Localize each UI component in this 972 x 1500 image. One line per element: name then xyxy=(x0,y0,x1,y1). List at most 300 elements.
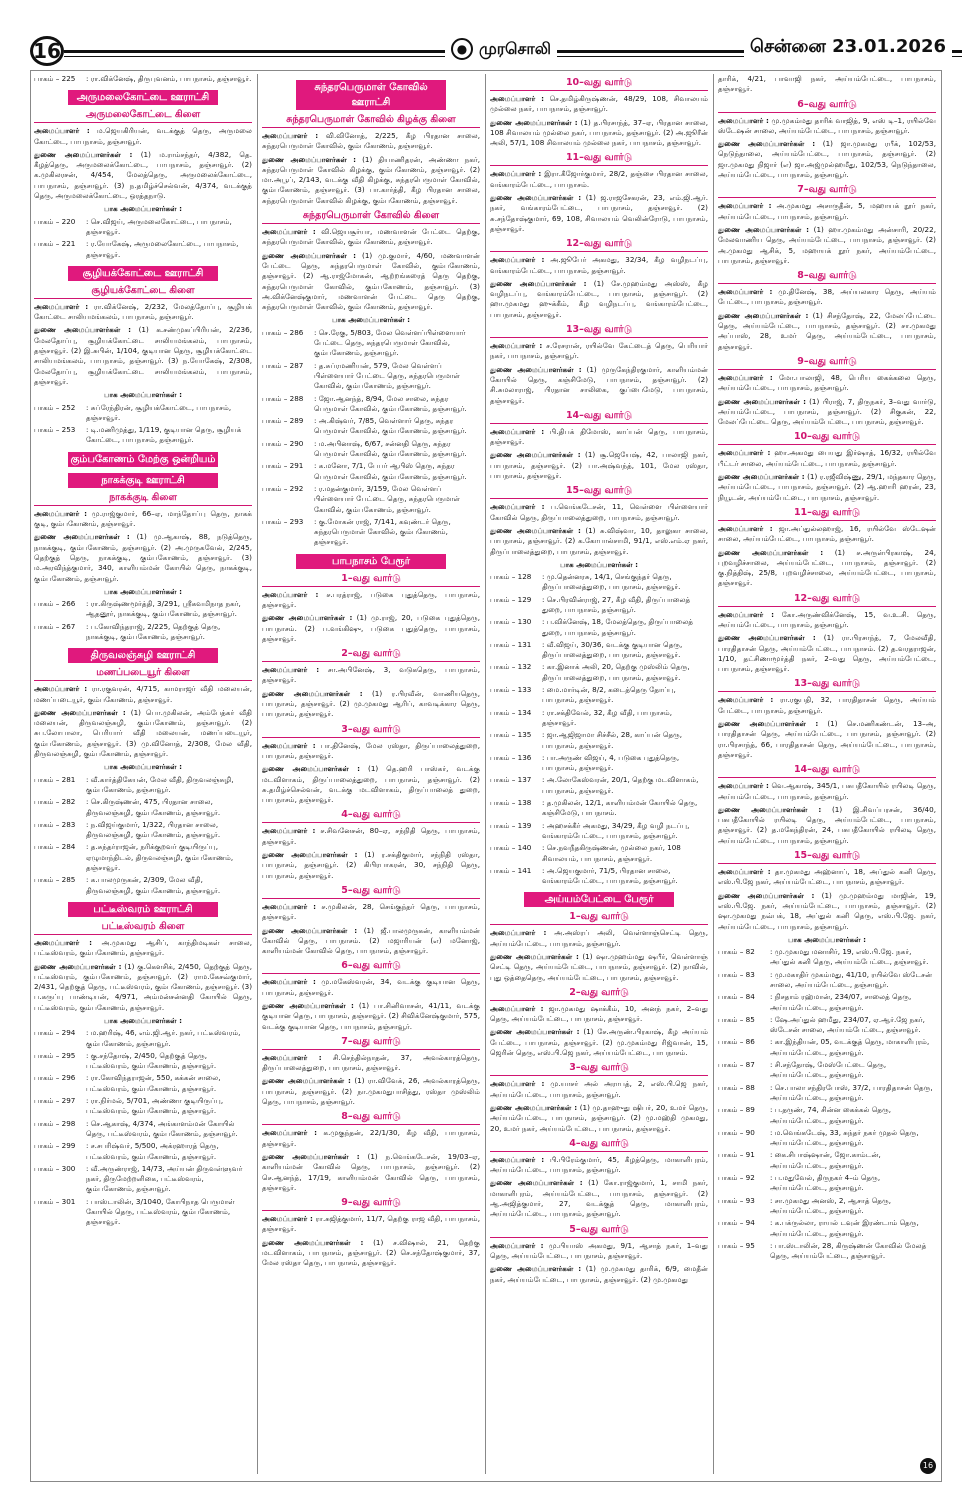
entry-paragraph xyxy=(490,118,708,149)
booth-number: பாகம் – 267 xyxy=(34,621,76,631)
entry-role: துணை அமைப்பாளர்கள் : xyxy=(490,1178,583,1188)
entry-text: வெ.ஆகாஷ், 345/1, பசுபதீகோயில் ரயிலடி தெரு, அய்யம்பேட்டை, பாபநாசம், தஞ்சாவூர். xyxy=(718,781,936,801)
section-subheading: 3–வது வார்டு xyxy=(490,1061,708,1076)
list-item xyxy=(718,1083,936,1104)
entry-role: அமைப்பாளர் : xyxy=(490,1079,545,1089)
entry-paragraph xyxy=(262,1152,480,1193)
booth-number: பாகம் – 301 xyxy=(34,1196,76,1206)
entry-paragraph xyxy=(262,665,480,686)
list-item xyxy=(718,970,936,991)
entry-text: மு.ராஜ்குமார், 66–ஏ, மாந்தோப்பு தெரு, நாகக் குடி, கும்பகோணம், தஞ்சாவூர். xyxy=(34,508,252,529)
entry-role: துணை அமைப்பாளர்கள் : xyxy=(490,1264,582,1274)
entry-paragraph xyxy=(490,952,708,983)
list-item xyxy=(490,775,708,796)
section-banner: பாபநாசம் பேரூர் xyxy=(296,554,446,569)
entry-role: துணை அமைப்பாளர்கள் : xyxy=(262,688,363,698)
section-subheading: 10–வது வார்டு xyxy=(490,76,708,91)
booth-detail: : அ.ஜெயகுமார், 71/5, பிரதான சாலை, வங்காரம்பேட்டை, பாபநாசம், தஞ்சாவூர். xyxy=(542,865,678,886)
entry-text: ரா.சுஜித்குமார், 11/7, தெற்கு ராஜ வீதி, பாபநாசம், தஞ்சாவூர். xyxy=(262,1214,480,1234)
entry-paragraph xyxy=(34,509,252,530)
entry-role: துணை அமைப்பாளர்கள் : xyxy=(34,325,131,335)
booth-detail: : செ.விஜய், அருமலைகோட்டை, பாபநாசம், தஞ்சாவூர். xyxy=(86,216,232,236)
booth-number: பாகம் – 88 xyxy=(718,1082,755,1092)
section-subheading: 15–வது வார்டு xyxy=(718,849,936,864)
entry-paragraph xyxy=(490,526,708,557)
entry-paragraph xyxy=(490,928,708,949)
booth-detail: : கா.இந்தியன், 05, வடக்குத் தெரு, மாகாளிபுரம், அய்யம்பேட்டை, தஞ்சாவூர். xyxy=(770,1037,930,1057)
booth-number: பாகம் – 132 xyxy=(490,662,532,672)
section-subheading: நாகக்குடி கிளை xyxy=(34,491,252,506)
booth-number: பாகம் – 289 xyxy=(262,416,304,426)
section-banner: அய்யம்பேட்டை பேரூர் xyxy=(524,892,674,907)
booth-number: பாகம் – 141 xyxy=(490,865,532,875)
entry-role: அமைப்பாளர் : xyxy=(718,287,773,297)
entry-text: (1) மு.ராஜ், 20, படுகை புதுத்தெரு, பாபநாசம். (2) ப.வங்கிஷு, படுகை புதுத்தெரு, பாபநாசம், தஞ்சாவூர். xyxy=(262,613,480,643)
entry-role: அமைப்பாளர் : xyxy=(718,781,769,791)
list-item xyxy=(34,775,252,796)
entry-paragraph xyxy=(490,169,708,190)
entry-text: (1) ஜா.முகமது ரபீக், 102/53, நெடுந்தாலை, அய்யம்பேட்டை, பாபநாசம், தஞ்சாவூர். (2) ஜா.முகமது நிஜார் (எ) ஜா.அஜ்முல்ஹமீது, 102/53, நெடுந்தாலை, அய்யம்பேட்டை, பாபநாசம், தஞ்சாவூர். xyxy=(718,139,936,180)
section-subheading: 10–வது வார்டு xyxy=(718,430,936,445)
entry-role: துணை அமைப்பாளர்கள் : xyxy=(262,613,353,623)
booth-number: பாகம் – 85 xyxy=(718,1014,755,1024)
entry-role: துணை அமைப்பாளர்கள் : xyxy=(490,952,579,961)
list-item xyxy=(490,753,708,774)
entry-role: துணை அமைப்பாளர்கள் : xyxy=(262,925,358,935)
booth-detail: : ம.வெங்கடேஷ், 33, சுந்தர் நகர் முதல் தெரு, அய்யம்பேட்டை, தஞ்சாவூர். xyxy=(770,1127,919,1148)
section-subheading: 15–வது வார்டு xyxy=(490,484,708,499)
list-item xyxy=(718,1150,936,1171)
entry-role: அமைப்பாளர் : xyxy=(718,372,773,382)
entry-paragraph xyxy=(718,448,936,469)
booth-detail: : மு.மகாதிர் முகம்மது, 41/10, ரயில்வே ஸ்டேசன் சாலை, அய்யம்பேட்டை, தஞ்சாவூர். xyxy=(770,969,933,989)
entry-text: அ.முகமது அசாருதீன், 5, மஹாயக் நூர் நகர், அய்யம்பேட்டை, பாபநாசம், தஞ்சாவூர். xyxy=(718,201,936,221)
booth-number: பாகம் – 136 xyxy=(490,752,532,762)
entry-paragraph xyxy=(262,764,480,805)
section-banner: கும்பகோணம் மேற்கு ஒன்றியம் xyxy=(68,452,218,467)
section-banner: அருமலைகோட்டை ஊராட்சி xyxy=(68,90,218,105)
booth-number: பாகம் – 90 xyxy=(718,1127,755,1137)
booth-number: பாகம் – 294 xyxy=(34,1028,76,1038)
booth-detail: : வீ.அருண்ராஜ், 14/73, அய்யன் திருவள்ளுவர் நகர், திருமேற்றளிகை, பட்டீஸ்வரம், கும்பகோணம், தஞ்சாவூர். xyxy=(86,1163,243,1194)
entry-paragraph xyxy=(262,902,480,923)
entry-text: (1) சு.விஷ்வா, 10, தாலுகா சாலை, பாபநாசம், தஞ்சாவூர். (2) க.கோபால்சாமி, 91/1, எஸ்.எம்.ஏ நகர், திருப்பாலைத்துறை, பாபநாசம், தஞ்சாவூர். xyxy=(490,525,708,556)
list-item xyxy=(34,842,252,873)
entry-paragraph xyxy=(490,1004,708,1025)
list-item xyxy=(718,1015,936,1036)
booth-number: பாகம் – 130 xyxy=(490,617,532,627)
list-heading: பாக அமைப்பாளர்கள் : xyxy=(104,204,182,214)
entry-paragraph xyxy=(34,325,252,387)
section-subheading: 6–வது வார்டு xyxy=(718,98,936,113)
booth-detail: : ச.சபரிஷ்வர், 5/500, அக்ரஹாரத் தெரு, பட்டீஸ்வரம், கும்பகோணம், தஞ்சாவூர். xyxy=(86,1141,219,1161)
entry-role: அமைப்பாளர் : xyxy=(262,1052,322,1062)
booth-detail: : கு.சந்தோஷ், 2/450, தெற்குத் தெரு, பட்டீஸ்வரம், கும்பகோணம், தஞ்சாவூர். xyxy=(86,1050,217,1071)
booth-number: பாகம் – 94 xyxy=(718,1218,755,1228)
list-item xyxy=(718,992,936,1013)
column-1 xyxy=(34,74,252,1474)
entry-role: அமைப்பாளர் : xyxy=(262,589,319,599)
section-subheading: 13–வது வார்டு xyxy=(718,677,936,692)
entry-text: (1) சே.அருண்.பிரகாஷ், கீழ அய்யம் பேட்டை, பாபநாசம், தஞ்சாவூர். (2) மு.முகம்மது ரிஜ்வான், 15, ஜெரின் தெரு, எஸ்.பி.ஜெ நகர், அய்யம்பேட்டை, பாபநாசம். xyxy=(490,1027,708,1058)
entry-paragraph xyxy=(490,279,708,320)
section-subheading: 14–வது வார்டு xyxy=(490,409,708,424)
entry-text: (1) மு.தாஹுது ஷிபர், 20, உமர் தெரு, அய்யம்பேட்டை, பாபநாசம், தஞ்சாவூர். (2) மு.மஹ்தி முகமது, 20, உமர் நகர், அய்யம்பேட்டை, பாபநாசம், தஞ்சாவூர். xyxy=(490,1102,708,1133)
entry-text: மு.மகேஸ்வரன், 34, வடக்கு குடியான தெரு, பாபநாசம், தஞ்சாவூர். xyxy=(262,977,480,997)
entry-paragraph xyxy=(262,741,480,762)
list-item xyxy=(718,1060,936,1081)
list-item xyxy=(490,843,708,864)
entry-role: அமைப்பாளர் : xyxy=(718,609,775,619)
booth-detail: : சா.முகமது அனஸ், 2, ஆசாத் தெரு, அய்யம்பேட்டை, தஞ்சாவூர். xyxy=(770,1195,892,1215)
entry-role: அமைப்பாளர் : xyxy=(34,937,92,947)
entry-paragraph xyxy=(490,1241,708,1262)
booth-detail: : ர.யோகேஷ், அருமலைகோட்டை, பாபநாசம், தஞ்சாவூர். xyxy=(86,239,239,259)
entry-role: துணை அமைப்பாளர்கள் : xyxy=(718,139,816,149)
section-subheading: 7–வது வார்டு xyxy=(262,1035,480,1050)
entry-role: துணை அமைப்பாளர்கள் : xyxy=(490,450,581,460)
booth-detail: : ஜோ.ஆனந்த், 8/94, மேல சாலை, சுந்தர பெருமாள் கோவில், கும்பகோணம், தஞ்சாவூர். xyxy=(314,393,467,413)
list-item xyxy=(490,866,708,887)
entry-role: துணை அமைப்பாளர்கள் : xyxy=(262,850,358,860)
list-item xyxy=(718,1241,936,1262)
column-divider xyxy=(485,74,486,1474)
entry-paragraph xyxy=(718,472,936,503)
entry-role: துணை அமைப்பாளர்கள் : xyxy=(262,154,357,164)
section-subheading: 5–வது வார்டு xyxy=(490,1223,708,1238)
section-subheading: 9–வது வார்டு xyxy=(262,1196,480,1211)
section-subheading: 4–வது வார்டு xyxy=(262,808,480,823)
column-2 xyxy=(262,74,480,1474)
entry-paragraph xyxy=(718,610,936,631)
entry-role: துணை அமைப்பாளர்கள் : xyxy=(34,532,130,542)
entry-text: (1) ர.சக்திகுமார், சந்நிதி ரஸ்தா, பாபநாசம், தஞ்சாவூர். (2) கிபிரபாகரன், 30, சந்நிதி தெரு, பாபநாசம், தஞ்சாவூர். xyxy=(262,850,480,880)
section-subheading: 8–வது வார்டு xyxy=(262,1110,480,1125)
entry-role: அமைப்பாளர் : xyxy=(490,1154,545,1164)
booth-number: பாகம் – 286 xyxy=(262,327,304,337)
booth-number: பாகம் – 139 xyxy=(490,820,532,830)
booth-number: பாகம் – 91 xyxy=(718,1150,755,1160)
entry-paragraph xyxy=(718,548,936,589)
entry-paragraph xyxy=(34,962,252,1013)
entry-text: ச.சிவனேசன், 80–ஏ, சந்நிதி தெரு, பாபநாசம், தஞ்சாவூர். xyxy=(262,826,480,846)
list-item xyxy=(262,484,480,515)
section-subheading: 13–வது வார்டு xyxy=(490,323,708,338)
booth-number: பாகம் – 299 xyxy=(34,1141,76,1151)
entry-paragraph xyxy=(490,427,708,448)
section-subheading: 12–வது வார்டு xyxy=(490,237,708,252)
entry-text: ச.பரத்ராஜ், படுகை புதுத்தெரு, பாபநாசம், தஞ்சாவூர். xyxy=(262,589,480,609)
list-item xyxy=(718,1196,936,1217)
entry-text: (1) பிராஜ், 7, திருநகர், 3–வது வார்டு, அய்யம்பேட்டை, பாபநாசம், தஞ்சாவூர். (2) சிகுகன், 22, மேலப்பேட்டை தெரு, அய்யம்பேட்டை, பாபநாசம், தஞ்சாவூர். xyxy=(718,396,936,427)
booth-detail: : அ.லோகேஸ்வரன், 20/1, தெற்கு மடவிளாகம், பாபநாசம், தஞ்சாவூர். xyxy=(542,775,699,795)
booth-detail: : ர.மதன்குமார், 3/159, மேல வெள்ளப் பிள்ளையார் பேட்டை தெரு, சுந்தரபெருமாள் கோவில், கும்பகோணம், தஞ்சாவூர். xyxy=(314,483,461,514)
entry-paragraph xyxy=(718,397,936,428)
entry-role: அமைப்பாளர் : xyxy=(34,508,88,518)
booth-number: பாகம் – 287 xyxy=(262,360,304,370)
section-banner: நாகக்குடி ஊராட்சி xyxy=(68,473,218,488)
entry-role: அமைப்பாளர் : xyxy=(718,695,774,705)
list-item xyxy=(490,662,708,683)
booth-detail: : ப.கோவிந்தராஜ், 2/225, தெற்குத் தெரு, நாகக்குடி, கும்பகோணம், தஞ்சாவூர். xyxy=(86,621,221,641)
entry-role: துணை அமைப்பாளர்கள் : xyxy=(490,1027,580,1037)
booth-number: பாகம் – 252 xyxy=(34,402,76,412)
booth-number: பாகம் – 137 xyxy=(490,775,532,785)
page-number-badge: 16 xyxy=(30,36,64,66)
list-item xyxy=(718,1037,936,1058)
list-heading: பாக அமைப்பாளர்கள் : xyxy=(788,934,866,944)
list-item xyxy=(490,821,708,842)
list-item xyxy=(262,439,480,460)
entry-text: தா.முகமது அஹ்னாப், 18, அப்துல் கனி தெரு, எஸ்.பி.ஜே நகர், அய்யம்பேட்டை, பாபநாசம், தஞ்சாவூர். xyxy=(718,867,936,887)
list-item xyxy=(718,1218,936,1239)
entry-text: மு.தினேஷ், 38, அய்யலகார தெரு, அய்யம் பேட்டை, பாபநாசம், தஞ்சாவூர். xyxy=(718,287,936,307)
booth-detail: : த.சுப்ரமணியன், 579, மேல வெள்ளப் பிள்ளையார் பேட்டை தெரு, சுந்தரபெருமாள் கோவில், கும்பகோணம், தஞ்சாவூர். xyxy=(314,360,461,391)
list-item xyxy=(34,820,252,841)
list-item xyxy=(34,1096,252,1117)
section-subheading: 7–வது வார்டு xyxy=(718,183,936,198)
entry-paragraph xyxy=(490,1178,708,1219)
entry-role: துணை அமைப்பாளர்கள் : xyxy=(34,149,133,159)
section-banner: சுந்தரபெருமாள் கோவில் ஊராட்சி xyxy=(296,80,446,110)
entry-role: துணை அமைப்பாளர்கள் : xyxy=(262,764,360,774)
list-item xyxy=(262,361,480,392)
booth-detail: : க.பக்ருல்லா, ராயல் டவுன் இரண்டாம் தெரு, அய்யம்பேட்டை, தஞ்சாவூர். xyxy=(770,1218,919,1238)
entry-role: துணை அமைப்பாளர்கள் : xyxy=(262,1076,351,1086)
entry-paragraph xyxy=(718,139,936,180)
entry-text: (1) ச.விஷால், 21, தெற்கு மடவிளாகம், பாபநாசம், தஞ்சாவூர். (2) செ.சந்தோஷ்குமார், 37, மேல ரஸ்தா தெரு, பாபநாசம், தஞ்சாவூர். xyxy=(262,1237,480,1268)
list-item xyxy=(34,599,252,620)
entry-role: துணை அமைப்பாளர்கள் : xyxy=(262,250,356,260)
entry-paragraph xyxy=(490,193,708,234)
entry-text: (1) ந.வெங்கடேசன், 19/03–ஏ, காளியம்மன் கோவில் தெரு, பாபநாசம், தஞ்சாவூர். (2) செ.ஆனந்த், 17/19, காளியம்மன் கோவில் தெரு, பாபநாசம், தஞ்சாவூர். xyxy=(262,1151,480,1192)
entry-paragraph xyxy=(34,150,252,201)
entry-text: (1) ஜ.ராஜசேகரன், 23, எம்.ஜி.ஆர். நகர், வங்காரம்பேட்டை, பாபநாசம், தஞ்சாவூர். (2) சு.சந்தோஷ்குமார், 69, 108, சிவாலயம் வெலின்ரோடு, பாபநாசம், தஞ்சாவூர். xyxy=(490,193,708,233)
booth-number: பாகம் – 83 xyxy=(718,969,755,979)
entry-paragraph xyxy=(718,74,936,95)
section-subheading: 11–வது வார்டு xyxy=(490,151,708,166)
booth-detail: : கா.இனாக் அலி, 20, தெற்கு முஸ்லிம் தெரு, திருப்பாலைத்துறை, பாபநாசம், தஞ்சாவூர். xyxy=(542,662,690,682)
booth-number: பாகம் – 282 xyxy=(34,797,76,807)
booth-number: பாகம் – 253 xyxy=(34,425,76,435)
entry-role: துணை அமைப்பாளர்கள் : xyxy=(490,364,582,374)
booth-number: பாகம் – 86 xyxy=(718,1037,755,1047)
entry-text: (1) தெ.ஹரி பாஸ்கர், வடக்கு மடவிளாகம், திருப்பாலைத்துறை, பாபநாசம், தஞ்சாவூர். (2) சு.தமிழ்ச்செல்வன், வடக்கு மடவிளாகம், திருப்பாலைத் துறை, பாபநாசம், தஞ்சாவூர். xyxy=(262,764,480,805)
entry-paragraph xyxy=(718,524,936,545)
entry-role: துணை அமைப்பாளர்கள் : xyxy=(718,310,809,320)
entry-role: அமைப்பாளர் : xyxy=(718,867,771,877)
section-banner: பட்டீஸ்வரம் ஊராட்சி xyxy=(68,902,218,917)
entry-paragraph xyxy=(718,373,936,394)
section-subheading: 12–வது வார்டு xyxy=(718,592,936,607)
booth-detail: : அ.கிஷ்வர், 7/85, வெள்ளார் தெரு, சுந்தர பெருமாள் கோவில், கும்பகோணம், தஞ்சாவூர். xyxy=(314,416,467,436)
entry-text: கோ.அருண்விக்னேஷ், 15, வ.உ.சி. தெரு, அய்யம்பேட்டை, பாபநாசம், தஞ்சாவூர். xyxy=(718,609,936,629)
list-item xyxy=(34,239,252,260)
booth-number: பாகம் – 292 xyxy=(262,483,304,493)
list-item xyxy=(262,394,480,415)
entry-text: (1) மு.முகமது தாரிக், 6/9, மைதீன் நகர், அய்யம்பேட்டை, பாபநாசம், தஞ்சாவூர். (2) மு.முகமது xyxy=(490,1264,708,1284)
entry-text: மு.பியாஸ் அகமது, 9/1, ஆசாத் நகர், 1–வது தெரு, அய்யம்பேட்டை, பாபநாசம், தஞ்சாவூர். xyxy=(490,1240,708,1260)
section-subheading: மணப்படையூர் கிளை xyxy=(34,666,252,681)
booth-number: பாகம் – 221 xyxy=(34,239,76,249)
list-heading: பாக அமைப்பாளர்கள் : xyxy=(560,559,638,569)
column-divider xyxy=(713,74,714,1474)
booth-number: பாகம் – 297 xyxy=(34,1096,76,1106)
section-subheading: 11–வது வார்டு xyxy=(718,506,936,521)
entry-paragraph xyxy=(34,708,252,759)
entry-role: துணை அமைப்பாளர்கள் : xyxy=(262,1237,364,1247)
entry-paragraph xyxy=(262,850,480,881)
list-item xyxy=(34,74,252,84)
booth-detail: : கு.மோகன் ராஜ், 7/141, கவுண்டர் தெரு, சுந்தரபெருமாள் கோவில், கும்பகோணம், தஞ்சாவூர். xyxy=(314,516,451,547)
booth-detail: : செ.ரேகு, 5/803, மேல வெள்ளப்பிள்ளையார் பேட்டை தெரு, சுந்தரபெருமாள் கோவில், கும்பகோணம், தஞ்சாவூர். xyxy=(314,327,466,358)
list-item xyxy=(34,1119,252,1140)
entry-role: அமைப்பாளர் : xyxy=(490,255,545,265)
booth-detail: : த.சுந்தர்ராஜன், நரிக்குறவர் குடியிருப்பு, ஏழுமாந்திடல், திருவலஞ்சுழி, கும்பகோணம், தஞ்சாவூர். xyxy=(86,842,234,873)
list-item xyxy=(34,403,252,424)
entry-paragraph xyxy=(262,1053,480,1074)
entry-role: அமைப்பாளர் : xyxy=(262,665,320,675)
section-banner: சூழியக்கோட்டை ஊராட்சி xyxy=(68,266,218,281)
entry-paragraph xyxy=(34,532,252,583)
entry-paragraph xyxy=(34,302,252,323)
list-item xyxy=(262,461,480,482)
entry-paragraph xyxy=(718,311,936,352)
entry-text: ஹா.அகமது பையது இர்ஷாத், 16/32, ரயில்வே பீட்டர் சாலை, அய்யம்பேட்டை, பாபநாசம், தஞ்சாவூர். xyxy=(718,448,936,468)
entry-text: (1) க.சண்முகப்பிரியன், 2/236, மேலதோப்பு, சூழியக்கோட்டை சாலியமங்கலம், பாபநாசம், தஞ்சாவூர். (2) இ.சுபின், 1/104, குடியான தெரு, சூழியக்கோட்டை சாலியமங்கலம், பாபநாசம், தஞ்சாவூர். (3) ந.யோகேஷ், 2/308, மேலதோப்பு, சூழியக்கோட்டை சாலியமங்கலம், பாபநாசம், தஞ்சாவூர். xyxy=(34,325,252,386)
list-item xyxy=(34,425,252,446)
elephant-icon: ● xyxy=(451,38,473,60)
page-header xyxy=(0,0,972,70)
entry-paragraph xyxy=(262,590,480,611)
entry-text: (1) செ.மணிகண்டன், 13–அ, பாரதிதாசன் தெரு, அய்யம்பேட்டை, பாபநாசம், தஞ்சாவூர். (2) ரா.பிரசாந்த், 66, பாரதிதாசன் தெரு, அய்யம்பேட்டை, பாபநாசம், தஞ்சாவூர். xyxy=(718,719,936,759)
entry-role: துணை அமைப்பாளர்கள் : xyxy=(262,1151,360,1161)
entry-role: அமைப்பாளர் : xyxy=(490,1240,544,1250)
column-divider xyxy=(257,74,258,1474)
booth-detail: : க.பாலமுருகன், 2/309, மேல வீதி, திருவலஞ்சுழி, கும்பகோணம், தஞ்சாவூர். xyxy=(86,875,221,895)
list-item xyxy=(490,798,708,819)
entry-text: (1) முருகேந்திரகுமார், காளியம்மன் கோயில் தெரு, கஞ்சிமேடு, பாபநாசம், தஞ்சாவூர். (2) சி.சுமலாராஜ், பிரதான சாலிகை, குப்பைமேடு, பாபநாசம், தஞ்சாவூர். xyxy=(490,364,708,405)
entry-role: அமைப்பாளர் : xyxy=(34,301,89,311)
entry-text: ப.வெங்கடேசன், 11, வெள்ளை பிள்ளையார் கோவில் தெரு, திருப்பாலைத்துறை, பாபநாசம், தஞ்சாவூர். xyxy=(490,502,708,522)
entry-role: துணை அமைப்பாளர்கள் : xyxy=(718,804,822,814)
entry-text: தாரிக், 4/21, பாவாஜி நகர், அய்யம்பேட்டை, பாபநாசம், தஞ்சாவூர். xyxy=(718,74,936,94)
booth-detail: : செ.பிரவின்ராஜ், 27, கீழ வீதி, திருப்பாலைத் துறை, பாபநாசம், தஞ்சாவூர். xyxy=(542,594,691,614)
list-heading: பாக அமைப்பாளர்கள் : xyxy=(104,390,182,400)
list-heading: பாக அமைப்பாளர்கள் : xyxy=(104,762,182,772)
list-item xyxy=(718,947,936,968)
list-item xyxy=(34,217,252,238)
entry-role: அமைப்பாளர் : xyxy=(262,977,316,987)
list-item xyxy=(34,797,252,818)
list-item xyxy=(718,1128,936,1149)
column-3 xyxy=(490,74,708,1474)
section-subheading: பட்டீஸ்வரம் கிளை xyxy=(34,920,252,935)
booth-detail: : ப.தருண், 74, சின்ன கைக்கல் தெரு, அய்யம்பேட்டை, தஞ்சாவூர். xyxy=(770,1105,892,1125)
entry-paragraph xyxy=(262,1214,480,1235)
entry-role: துணை அமைப்பாளர்கள் : xyxy=(718,547,824,557)
section-subheading: சுந்தரபெருமாள் கோவில் கிழக்கு கிளை xyxy=(262,113,480,128)
entry-text: க.முகுந்தன், 22/1/30, கீழ வீதி, பாபநாசம், தஞ்சாவூர். xyxy=(262,1128,480,1148)
list-item xyxy=(34,622,252,643)
entry-role: அமைப்பாளர் : xyxy=(490,426,545,436)
entry-role: துணை அமைப்பாளர்கள் : xyxy=(718,719,819,729)
entry-text: (1) இ.சிவப்பரசன், 36/40, பசுபதீகோயில் ரயிலடி தெரு, அய்யம்பேட்டை, பாபநாசம், தஞ்சாவூர். (2) த.மகேந்திரன், 24, பசுபதீகோயில் ரயிலடி தெரு, அய்யம்பேட்டை, பாபநாசம், தஞ்சாவூர். xyxy=(718,804,936,845)
booth-detail: : மு.முகமது மனாசிர், 19, எஸ்.பி.ஜே. நகர், அப்துல் கனி தெரு, அய்யம்பேட்டை, தஞ்சாவூர். xyxy=(770,947,929,967)
section-subheading: 8–வது வார்டு xyxy=(718,269,936,284)
booth-detail: : வீ.கார்த்திகேயன், மேல வீதி, திருவலஞ்சுழி, கும்பகோணம், தஞ்சாவூர். xyxy=(86,774,234,794)
entry-paragraph xyxy=(490,365,708,406)
booth-detail: : மு.தென்னரசு, 14/1, செங்குந்தர் தெரு, திருப்பாலைத்துறை, பாபநாசம், தஞ்சாவூர். xyxy=(542,572,681,592)
booth-detail: : ப.மதுவேல், திருநகர் 4–ம் தெரு, அய்யம்பேட்டை, தஞ்சாவூர். xyxy=(770,1173,881,1193)
list-heading: பாக அமைப்பாளர்கள் : xyxy=(104,586,182,596)
entry-role: அமைப்பாளர் : xyxy=(490,928,547,938)
entry-text: இரா.கீஜோர்குமார், 28/2, தஞ்சை பிரதான சாலை, வங்காரம்பேட்டை, பாபநாசம். xyxy=(490,169,708,189)
entry-text: (1) ச.அருள்பிரகாஷ், 24, புறவழிச்சாலை, அய்யம்பேட்டை, பாபநாசம், தஞ்சாவூர். (2) கு.நித்திஷ், 25/8, புறவழிச்சாலை, அய்யம்பேட்டை, பாபநாசம், தஞ்சாவூர். xyxy=(718,547,936,588)
entry-text: (1) தியாணிதரன், அண்ணா நகர், சுந்தரபெருமாள் கோவில் கிழக்கு, கும்பகோணம், தஞ்சாவூர். (2) மா.அபூப், 2/143, வடக்கு வீதி கிழக்கு, சுந்தரபெருமாள் கோவில், கும்பகோணம், தஞ்சாவூர். (3) பா.கார்த்தி, கீழ பிரதான சாலை, சுந்தரபெருமாள் கோவில் கிழக்கு, கும்பகோணம், தஞ்சாவூர். xyxy=(262,154,480,205)
booth-detail: : ப.விக்னேஷ், 18, மேலத்தெரு, திருப்பாலைத் துறை, பாபநாசம், தஞ்சாவூர். xyxy=(542,617,694,637)
list-item xyxy=(34,1141,252,1162)
booth-number: பாகம் – 82 xyxy=(718,947,755,957)
list-item xyxy=(490,617,708,638)
section-banner: திருவலஞ்சுழி ஊராட்சி xyxy=(68,648,218,663)
entry-text: ஜா.முகமது ஷாக்கீம், 10, அனந் நகர், 2–வது தெரு, அய்யம்பேட்டை, பாபநாசம், தஞ்சாவூர். xyxy=(490,1003,708,1024)
booth-number: பாகம் – 84 xyxy=(718,992,755,1002)
entry-text: சா.அபினேஷ், 3, வடுகதெரு, பாபநாசம், தஞ்சாவூர். xyxy=(262,665,480,685)
booth-number: பாகம் – 133 xyxy=(490,685,532,695)
entry-role: அமைப்பாளர் : xyxy=(262,740,316,750)
entry-text: (1) கு.கௌசிக், 2/450, தெற்குத் தெரு, பட்டீஸ்வரம், கும்பகோணம், தஞ்சாவூர். (2) ராம.கேசவ்குமார், 2/431, தெற்குத் தெரு, பட்டீஸ்வரம், கும்பகோணம், தஞ்சாவூர். (3) ப.கருப்பு பாண்டியன், 4/971, அம்மன்சன்னதி கோயில் தெரு, பட்டீஸ்வரம், கும்பகோணம், தஞ்சாவூர். xyxy=(34,961,252,1012)
list-item xyxy=(490,730,708,751)
booth-detail: : க.மனோ, 7/1, பேபர் ஆபிஸ் தெரு, சுந்தர பெருமாள் கோவில், கும்பகோணம், தஞ்சாவூர். xyxy=(314,461,467,481)
booth-number: பாகம் – 87 xyxy=(718,1060,755,1070)
booth-detail: : ரா.விக்னேஷ், திருபுவனம், பாபநாசம், தஞ்சாவூர். xyxy=(86,74,252,83)
entry-paragraph xyxy=(718,116,936,137)
entry-paragraph xyxy=(718,805,936,846)
entry-paragraph xyxy=(262,1001,480,1032)
entry-paragraph xyxy=(262,613,480,644)
entry-paragraph xyxy=(718,201,936,222)
entry-role: அமைப்பாளர் : xyxy=(718,115,769,125)
entry-text: மு.முகம்மது தாரிக் வாஜித், 9, எஸ் டி–1, ரயில்வே ஸ்டேஷன் சாலை, அய்யம்பேட்டை, பாபநாசம், தஞ்சாவூர். xyxy=(718,115,936,135)
entry-text: அ.அஸ்ரப் அலி, வெள்ளாஞ்செட்டி தெரு, அய்யம்பேட்டை, பாபநாசம், தஞ்சாவூர். xyxy=(490,928,708,948)
entry-role: அமைப்பாளர் : xyxy=(262,826,316,836)
booth-number: பாகம் – 225 xyxy=(34,74,76,83)
entry-text: ஜா.அப்துல்லஹாஜ், 16, ரயில்வே ஸ்டேஷன் சாலை, அய்யம்பேட்டை, பாபநாசம், தஞ்சாவூர். xyxy=(718,523,936,544)
entry-paragraph xyxy=(262,1128,480,1149)
entry-paragraph xyxy=(718,287,936,308)
entry-paragraph xyxy=(262,251,480,313)
section-subheading: 1–வது வார்டு xyxy=(490,910,708,925)
booth-detail: : ம.அபினாஷ், 6/67, சன்னதி தெரு, சுந்தர பெருமாள் கோவில், கும்பகோணம், தஞ்சாவூர். xyxy=(314,438,467,459)
booth-detail: : பாஸ்டாலின், 3/1040, கோபிநாத பெருமாள் கோயில் தெரு, பட்டீஸ்வரம், கும்பகோணம், தஞ்சாவூர். xyxy=(86,1196,235,1227)
booth-number: பாகம் – 89 xyxy=(718,1105,755,1115)
list-item xyxy=(490,572,708,593)
booth-number: பாகம் – 293 xyxy=(262,516,304,526)
booth-detail: : சுப்ரேந்திரன், சூழியக்கோட்டை, பாபநாசம், தஞ்சாவூர். xyxy=(86,402,232,422)
booth-number: பாகம் – 138 xyxy=(490,798,532,808)
booth-number: பாகம் – 128 xyxy=(490,572,532,582)
list-item xyxy=(718,1173,936,1194)
booth-detail: : ஜா.ஆஜிஜாமா சிச்சீல், 28, காப்பன் தெரு, பாபநாசம், தஞ்சாவூர். xyxy=(542,730,683,750)
booth-detail: : மை.மார்டின், 8/2, கடைத்தெரு தோப்பு, பாபநாசம், தஞ்சாவூர். xyxy=(542,685,676,705)
booth-detail: : செ.ஆகாஷ், 4/374, அங்காளம்மன் கோயில் தெரு, பட்டீஸ்வரம், கும்பகோணம், தஞ்சாவூர். xyxy=(86,1118,238,1138)
booth-detail: : பா.அருண் விஜய், 4, படுகை புதுத்தெரு, பாபநாசம், தஞ்சாவூர். xyxy=(542,752,680,773)
list-item xyxy=(718,1105,936,1126)
entry-paragraph xyxy=(490,341,708,362)
entry-role: அமைப்பாளர் : xyxy=(262,131,319,140)
entry-role: துணை அமைப்பாளர்கள் : xyxy=(490,117,578,127)
